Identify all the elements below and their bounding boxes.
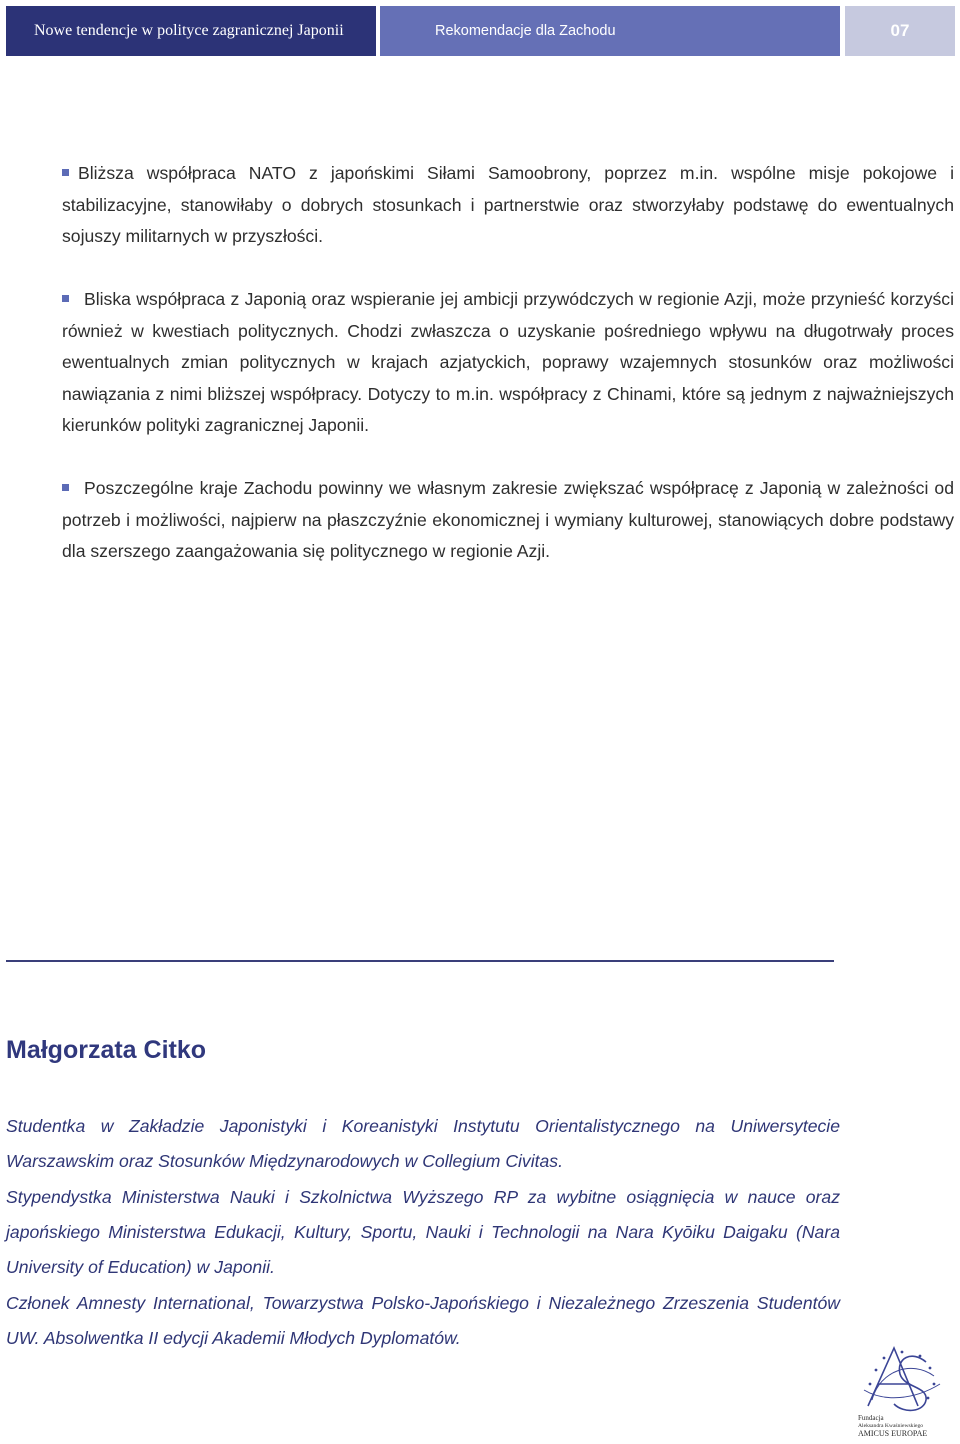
logo-text-line: AMICUS EUROPAE bbox=[858, 1429, 928, 1438]
square-bullet-icon bbox=[62, 169, 69, 176]
square-bullet-icon bbox=[62, 295, 69, 302]
paragraph-text: Poszczególne kraje Zachodu powinny we własnym zakresie zwiększać współpracę z Japonią w zależności od potrzeb i możliwości, najpierw na płaszczyźnie ekonomicznej i wymiany kulturowej, stanowiących dobre podstawy dla szerszego zaangażowania się politycznego w regionie Azji. bbox=[62, 478, 954, 561]
author-name: Małgorzata Citko bbox=[6, 1036, 207, 1064]
recommendation-paragraph bbox=[62, 473, 954, 568]
logo-text-line: Fundacja bbox=[858, 1414, 884, 1422]
paragraph-text: Bliższa współpraca NATO z japońskimi Siłami Samoobrony, poprzez m.in. wspólne misje pokojowe i stabilizacyjne, stanowiłaby o dobrych stosunkach i partnerstwie oraz stworzyłaby podstawę do ewentualnych sojuszy militarnych w przyszłości. bbox=[62, 163, 954, 246]
recommendation-paragraph bbox=[62, 158, 954, 253]
page-number: 07 bbox=[845, 6, 955, 56]
author-bio-paragraph: Stypendystka Ministerstwa Nauki i Szkolnictwa Wyższego RP za wybitne osiągnięcia w nauce oraz japońskiego Ministerstwa Edukacji, Kultury, Sportu, Nauki i Technologii na Nara Kyōiku Daigaku (Nara University of Education) w Japonii. bbox=[6, 1187, 840, 1278]
publication-title: Nowe tendencje w polityce zagranicznej Japonii bbox=[6, 6, 376, 56]
logo-text-line: Aleksandra Kwaśniewskiego bbox=[858, 1423, 924, 1429]
paragraph-text: Bliska współpraca z Japonią oraz wspieranie jej ambicji przywódczych w regionie Azji, może przynieść korzyści również w kwestiach politycznych. Chodzi zwłaszcza o uzyskanie pośredniego wpływu na długotrwały proces ewentualnych zmian politycznych w krajach azjatyckich, poprawy wzajemnych stosunków oraz możliwości nawiązania z nimi bliższej współpracy. Dotyczy to m.in. współpracy z Chinami, które są jednym z najważniejszych kierunków polityki zagranicznej Japonii. bbox=[62, 289, 954, 435]
author-bio-paragraph: Członek Amnesty International, Towarzystwa Polsko-Japońskiego i Niezależnego Zrzeszenia Studentów UW. Absolwentka II edycji Akademii Młodych Dyplomatów. bbox=[6, 1293, 840, 1349]
section-title: Rekomendacje dla Zachodu bbox=[380, 6, 840, 56]
square-bullet-icon bbox=[62, 484, 69, 491]
author-bio-paragraph: Studentka w Zakładzie Japonistyki i Koreanistyki Instytutu Orientalistycznego na Uniwersytecie Warszawskim oraz Stosunków Międzynarodowych w Collegium Civitas. bbox=[6, 1116, 840, 1172]
amicus-europae-logo bbox=[856, 1340, 946, 1440]
recommendation-paragraph bbox=[62, 284, 954, 442]
section-divider bbox=[6, 960, 834, 962]
